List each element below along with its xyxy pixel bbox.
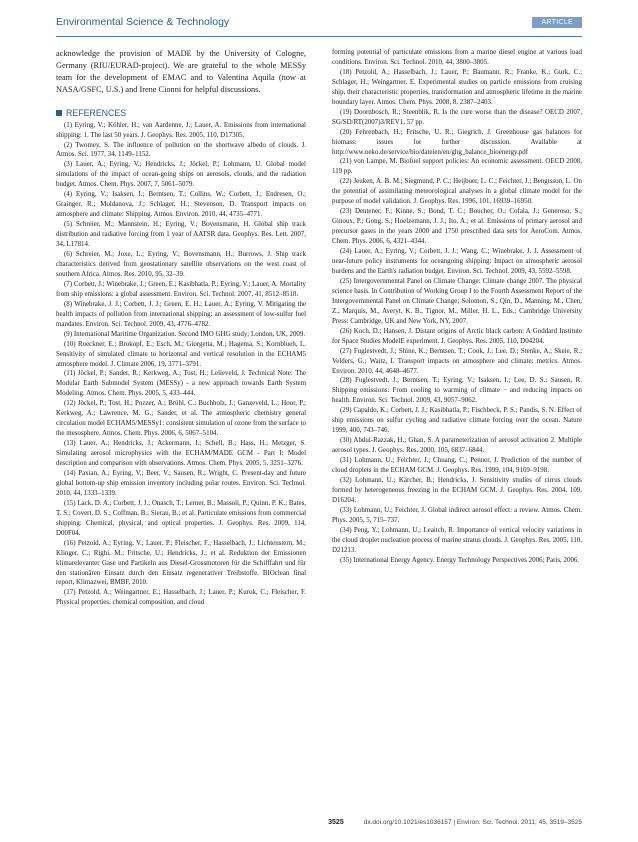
reference-item: (5) Schreier, M.; Mannstein, H.; Eyring, V.; Bovensmann, H. Global ship track distribution and radiative forcing from 1 year of AATSR data. Geophys. Res. Lett. 2007, 34, L17814.	[56, 220, 306, 249]
reference-item: (22) Jeuken, A. B. M.; Siegmund, P. C.; Heijboer, L. C.; Feichter, J.; Bengtsson, L. On the potential of assimilating meteorological analyses in a global climate model for the purpose of model validation. J. Geophys. Res. 1996, 101, 16939–16950.	[332, 177, 582, 206]
reference-item: (12) Jöckel, P.; Tost, H.; Pozzer, A.; Brühl, C.; Buchholz, J.; Ganzeveld, L.; Hoor, P.; Kerkweg, A.; Lawrence, M. G.; Sander, et al. The atmospheric chemistry general circulation model ECHAM5/MESSy1: consistent simulation of ozone from the surface to the mesosphere. Atmos. Chem. Phys. 2006, 6, 5067–5104.	[56, 399, 306, 438]
acknowledgement-text: acknowledge the provision of MADE by the University of Cologne, Germany (RIU/EURAD-project). We are grateful to the whole MESSy team for the development of EMAC and to Valentina Aquila (now at NASA/GSFC, U.S.) and Irene Cionni for helpful discussions.	[56, 49, 306, 94]
reference-item: (20) Fehrenbach, H.; Fritsche, U. R.; Giegrich, J. Greenhouse gas balances for biomass: issues for further discussion. Available at http://www.oeko.de/service/bio/dateien/en/ghg_balance_bioenergy.pdf	[332, 127, 582, 156]
reference-item: (7) Corbett, J.; Winebrake, J.; Green, E.; Kasibhatla, P.; Eyring, V.; Lauer, A. Mortality from ship emissions: a global assessment. Environ. Sci. Technol. 2007, 41, 8512–8518.	[56, 279, 306, 298]
page-header	[56, 16, 582, 34]
reference-item: (15) Lack, D. A.; Corbett, J. J.; Onasch, T.; Lerner, B.; Massoli, P.; Quinn, P. K.; Bates, T. S.; Covert, D. S.; Coffman, B.; Sierau, B.; et al. Particulate emissions from commercial shipping: Chemical, physical, and optical properties. J. Geophys. Res. 2009, 114, D00F04.	[56, 498, 306, 537]
doi-citation: dx.doi.org/10.1021/es1036157 | Environ. Sci. Technol. 2011, 45, 3519–3525	[363, 819, 582, 826]
reference-item: (35) International Energy Agency. Energy Technology Perspectives 2006; Paris, 2006.	[340, 555, 580, 564]
reference-item: (30) Abdul-Razzak, H.; Ghan, S. A parameterization of aerosol activation 2. Multiple aerosol types. J. Geophys. Res. 2000, 105, 6837–6844.	[332, 436, 582, 455]
reference-item: (26) Koch, D.; Hansen, J. Distant origins of Arctic black carbon: A Goddard Institute for Space Studies ModelE experiment. J. Geophys. Res. 2005, 110, D04204.	[332, 326, 582, 345]
reference-item: (8) Winebrake, J. J.; Corbett, J. J.; Green, E. H.; Lauer, A.; Eyring, V. Mitigating the health impacts of pollution from international shipping: an assessment of low-sulfur fuel mandates. Environ. Sci. Technol. 2009, 43, 4776–4782.	[56, 299, 306, 328]
journal-title: Environmental Science & Technology	[56, 16, 230, 28]
reference-item: (21) von Lampe, M. Biofuel support policies: An economic assessment. OECD 2008, 119 pp.	[332, 157, 582, 176]
reference-item: (24) Lauer, A.; Eyring, V.; Corbett, J. J.; Wang, C.; Winebrake, J. J. Assessment of near-future policy instruments for oceangoing shipping: Impact on atmospheric aerosol burdens and the Earth's radiation budget. Environ. Sci. Technol. 2009, 43, 5592–5598.	[332, 247, 582, 275]
reference-item: (2) Twomey, S. The influence of pollution on the shortwave albedo of clouds. J. Atmos. Sci. 1977, 34, 1149–1152.	[56, 140, 306, 159]
reference-item: (31) Lohmann, U.; Feichter, J.; Chuang, C.; Penner, J. Prediction of the number of cloud droplets in the ECHAM GCM. J. Geophys. Res. 1999, 104, 9169–9198.	[332, 456, 582, 475]
reference-item: (19) Doornbosch, R.; Steenblik, R. Is the cure worse than the disease? OECD 2007, SG/SD/RT(2007)3/REV1, 57 pp.	[332, 107, 582, 126]
reference-item: (17) Petzold, A.; Weingartner, E.; Hasselbach, J.; Lauer, P.; Kurok, C.; Fleischer, F. Physical properties, chemical composition, and cloud	[56, 588, 306, 607]
reference-item: (33) Lohmann, U.; Feichter, J. Global indirect aerosol effect: a review. Atmos. Chem. Phys. 2005, 5, 715–737.	[332, 505, 582, 524]
reference-item: (10) Roeckner, E.; Brokopf, E.; Esch, M.; Giorgetta, M.; Hagema, S.; Kornblueh, L. Sensitivity of simulated climate to horizontal and vertical resolution in the ECHAM5 atmosphere model. J. Climate 2006, 19, 3771–3791.	[56, 339, 306, 368]
right-column	[332, 48, 582, 566]
reference-item: (27) Fuglestvedt, J.; Shine, K.; Berntsen, T.; Cook, J.; Lee, D.; Stenke, A.; Skeie, R.; Velders, G.; Waitz, I. Transport impacts on atmosphere and climate: metrics. Atmos. Environ. 2010, 44, 4648–4677.	[332, 346, 582, 375]
reference-item: (6) Schreier, M.; Joxe, L.; Eyring, V.; Bovensmann, H.; Burrows, J. Ship track characteristics derived from geostationary satellite observations on the west coast of southern Africa. Atmos. Res. 2010, 95, 32–39.	[56, 250, 306, 278]
reference-item: (3) Lauer, A.; Eyring, V.; Hendricks, J.; Jöckel, P.; Lohmann, U. Global model simulations of the impact of ocean-going ships on aerosols, clouds, and the radiation budget. Atmos. Chem. Phys. 2007, 7, 5061–5079.	[56, 160, 306, 189]
page-footer	[328, 819, 582, 826]
reference-item: (14) Paxian, A.; Eyring, V.; Beer, V.; Sausen, R.; Wright, C. Present-day and future global bottom-up ship emission inventory including polar routes. Environ. Sci. Technol. 2010, 44, 1333–1339.	[56, 468, 306, 497]
reference-item: (28) Fuglestvedt, J.; Berntsen, T.; Eyring, V.; Isaksen, I.; Lee, D. S.; Sausen, R. Shipping emissions: From cooling to warming of climate − and reducing impacts on health. Environ. Sci. Technol. 2009, 43, 9057–9062.	[332, 376, 582, 405]
reference-item: (9) International Maritime Organization. Second IMO GHG study; London, UK, 2009.	[64, 329, 306, 338]
reference-item: (11) Jöckel, P.; Sander, R.; Kerkweg, A.; Tost, H.; Lelieveld, J. Technical Note: The Modular Earth Submodel System (MESSy) - a new approach towards Earth System Modeling. Atmos. Chem. Phys. 2005, 5, 433–444.	[56, 369, 306, 398]
reference-item: (34) Peng, Y.; Lohmann, U.; Leaitch, R. Importance of vertical velocity variations in the cloud droplet nucleation process of marine stratus clouds. J. Geophys. Res. 2005, 110, D21213.	[332, 525, 582, 554]
reference-item: (32) Lohmann, U.; Kärcher, B.; Hendricks, J. Sensitivity studies of cirrus clouds formed by heterogeneous freezing in the ECHAM GCM. J. Geophys. Res. 2004, 109, D16204.	[332, 475, 582, 504]
references-heading-text: REFERENCES	[66, 107, 127, 118]
reference-item: (4) Eyring, V.; Isaksen, I.; Berntsen, T.; Collins, W.; Corbett, J.; Endresen, O.; Grainger, R.; Moldanova, J.; Schlager, H.; Stevenson, D. Transport impacts on atmosphere and climate: Shipping. Atmos. Environ. 2010, 44, 4735–4771.	[56, 190, 306, 219]
reference-item: (18) Petzold, A.; Hasselbach, J.; Lauer, P.; Baumann, R.; Franke, K.; Gurk, C.; Schlager, H.; Weingartner, E. Experimental studies on particle emissions from cruising ship, their characteristic properties, transformation and atmospheric lifetime in the marine boundary layer. Atmos. Chem. Phys. 2008, 8, 2387–2403.	[332, 67, 582, 106]
header-rule	[56, 36, 582, 37]
left-reference-list	[56, 121, 306, 609]
article-badge: ARTICLE	[532, 17, 582, 28]
reference-item: (29) Capaldo, K.; Corbett, J. J.; Kasibhatla, P.; Fischbeck, P. S.; Pandis, S. N. Effect of ship emissions on sulfur cycling and radiative climate forcing over the ocean. Nature 1999, 400, 743–746.	[332, 406, 582, 435]
left-column	[56, 48, 306, 608]
reference-item: forming potential of particulate emissions from a marine diesel engine at various load conditions. Environ. Sci. Technol. 2010, 44, 3800–3805.	[332, 48, 582, 66]
reference-item: (23) Dentener, F.; Kinne, S.; Bond, T. C.; Boucher, O.; Cofala, J.; Generoso, S.; Ginoux, P.; Gong, S.; Hoelzemann, J. J.; Ito, A.; et al. Emissions of primary aerosol and precursor gases in the years 2000 and 1750 prescribed data sets for AeroCom. Atmos. Chem. Phys. 2006, 6, 4321–4344.	[332, 207, 582, 246]
reference-item: (16) Petzold, A.; Eyring, V.; Lauer, P.; Fleischer, F.; Hasselbach, J.; Lichtenstern, M.; Klinger, C.; Righi, M.; Fritsche, U.; Hendricks, J.; et al. Reduktion der Emissionen klimarelevanter Gase und Partikeln aus Diesel-Grossmotoren für die Schifffahrt und für den stationären Einsatz durch den Einsatz regenerativer Treibstoffe. BIOclean final report, Klimazwei, BMBF, 2010.	[56, 538, 306, 587]
references-heading	[56, 108, 306, 118]
page-number: 3525	[328, 819, 344, 826]
reference-item: (25) Intergovernmental Panel on Climate Change: Climate change 2007. The physical science basis. In Contribution of Working Group I to the Fourth Assessment Report of the Intergovernmental Panel on Climate Change; Solomon, S., Qin, D., Manning, M., Chen, Z., Marquis, M., Averyt, K. B., Tignor, M., Miller, H. L., Eds.; Cambridge University Press: Cambridge, UK and New York, NY, 2007.	[332, 276, 582, 325]
section-square-icon	[56, 110, 62, 116]
reference-item: (13) Lauer, A.; Hendricks, J.; Ackermann, I.; Schell, B.; Hass, H.; Metzger, S. Simulating aerosol microphysics with the ECHAM/MADE GCM - Part I: Model description and comparison with observations. Atmos. Chem. Phys. 2005, 5, 3251–3276.	[56, 439, 306, 468]
reference-item: (1) Eyring, V.; Köhler, H.; van Aardenne, J.; Lauer, A. Emissions from international shipping: 1. The last 50 years. J. Geophys. Res. 2005, 110, D17305.	[56, 120, 306, 139]
right-reference-list	[332, 48, 582, 566]
